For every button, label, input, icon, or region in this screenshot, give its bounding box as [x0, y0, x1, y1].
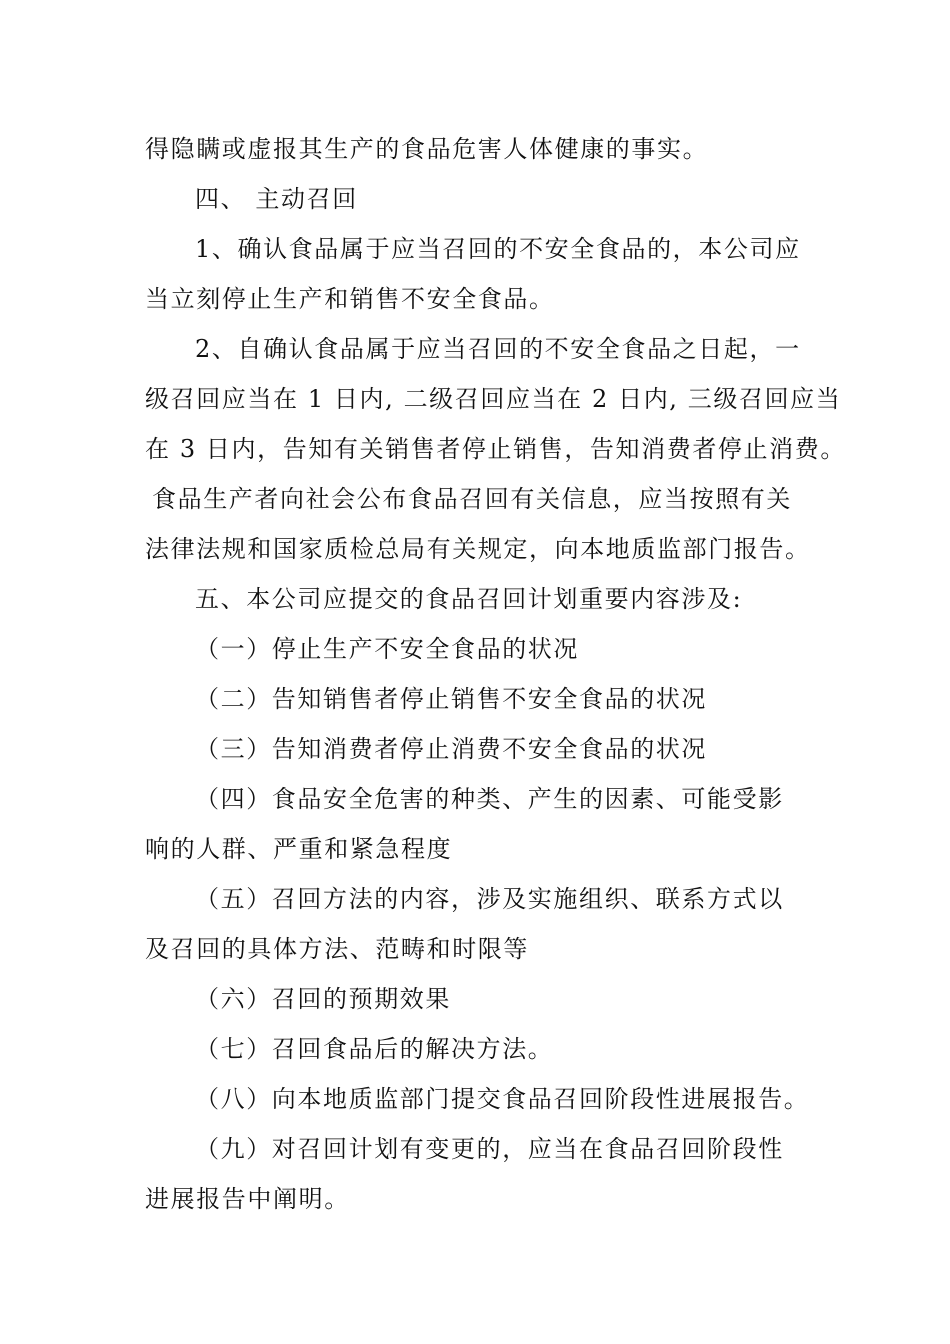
text-line: 2、自确认食品属于应当召回的不安全食品之日起，一: [195, 335, 801, 363]
list-item: （一）停止生产不安全食品的状况: [195, 635, 579, 663]
text-line: 1、确认食品属于应当召回的不安全食品的，本公司应: [195, 235, 801, 263]
text-line: 得隐瞒或虚报其生产的食品危害人体健康的事实。: [145, 135, 709, 163]
list-item-continuation: 进展报告中阐明。: [145, 1185, 350, 1213]
list-item: （九）对召回计划有变更的，应当在食品召回阶段性: [195, 1135, 784, 1163]
list-item: （三）告知消费者停止消费不安全食品的状况: [195, 735, 707, 763]
list-item: （五）召回方法的内容，涉及实施组织、联系方式以: [195, 885, 784, 913]
section-heading: 四、 主动召回: [195, 185, 358, 213]
list-item-continuation: 及召回的具体方法、范畴和时限等: [145, 935, 529, 963]
list-item: （四）食品安全危害的种类、产生的因素、可能受影: [195, 785, 784, 813]
text-line: 食品生产者向社会公布食品召回有关信息，应当按照有关: [152, 485, 792, 513]
list-item-continuation: 响的人群、严重和紧急程度: [145, 835, 453, 863]
list-item: （二）告知销售者停止销售不安全食品的状况: [195, 685, 707, 713]
text-line: 法律法规和国家质检总局有关规定，向本地质监部门报告。: [145, 535, 811, 563]
list-item: （七）召回食品后的解决方法。: [195, 1035, 554, 1063]
text-line: 级召回应当在 1 日内, 二级召回应当在 2 日内, 三级召回应当: [145, 385, 842, 413]
list-item: （六）召回的预期效果: [195, 985, 451, 1013]
section-heading: 五、本公司应提交的食品召回计划重要内容涉及:: [195, 585, 743, 613]
text-line: 当立刻停止生产和销售不安全食品。: [145, 285, 555, 313]
list-item: （八）向本地质监部门提交食品召回阶段性进展报告。: [195, 1085, 810, 1113]
text-line: 在 3 日内，告知有关销售者停止销售，告知消费者停止消费。: [145, 435, 846, 463]
